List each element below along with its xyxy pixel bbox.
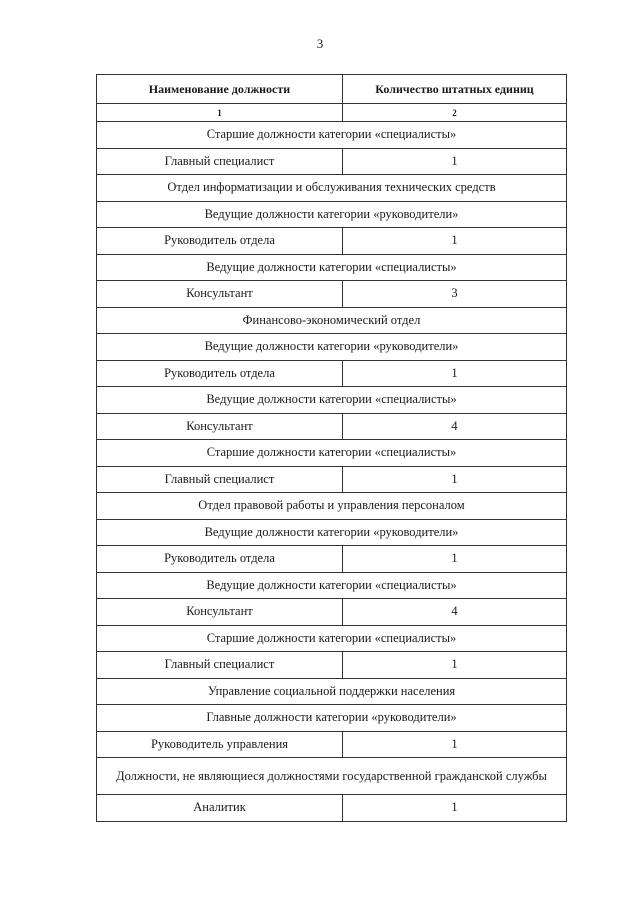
position-row bbox=[97, 731, 567, 758]
position-row bbox=[97, 652, 567, 679]
position-name: Аналитик bbox=[97, 795, 343, 822]
position-row bbox=[97, 148, 567, 175]
table-header-row bbox=[97, 75, 567, 104]
position-name: Консультант bbox=[97, 281, 343, 308]
position-row bbox=[97, 413, 567, 440]
staff-count: 1 bbox=[343, 795, 567, 822]
position-row bbox=[97, 546, 567, 573]
position-name: Главный специалист bbox=[97, 148, 343, 175]
staff-count: 1 bbox=[343, 360, 567, 387]
section-row bbox=[97, 387, 567, 414]
section-row bbox=[97, 334, 567, 361]
section-row bbox=[97, 175, 567, 202]
position-name: Главный специалист bbox=[97, 466, 343, 493]
position-name: Руководитель отдела bbox=[97, 546, 343, 573]
section-row bbox=[97, 678, 567, 705]
staff-count: 1 bbox=[343, 652, 567, 679]
header-position-name: Наименование должности bbox=[97, 75, 343, 104]
page-number: 3 bbox=[316, 36, 324, 51]
section-row bbox=[97, 519, 567, 546]
section-row bbox=[97, 493, 567, 520]
section-title: Отдел правовой работы и управления персоналом bbox=[97, 493, 567, 520]
position-name: Консультант bbox=[97, 413, 343, 440]
section-title: Старшие должности категории «специалисты» bbox=[97, 122, 567, 149]
section-title: Ведущие должности категории «специалисты» bbox=[97, 387, 567, 414]
section-row bbox=[97, 440, 567, 467]
staff-count: 3 bbox=[343, 281, 567, 308]
section-title: Старшие должности категории «специалисты» bbox=[97, 440, 567, 467]
column-number-2: 2 bbox=[343, 104, 567, 122]
section-row bbox=[97, 758, 567, 795]
staff-count: 4 bbox=[343, 413, 567, 440]
section-row bbox=[97, 122, 567, 149]
section-title: Ведущие должности категории «руководители» bbox=[97, 201, 567, 228]
position-name: Консультант bbox=[97, 599, 343, 626]
position-row bbox=[97, 228, 567, 255]
column-number-1: 1 bbox=[97, 104, 343, 122]
section-title: Управление социальной поддержки населения bbox=[97, 678, 567, 705]
position-row bbox=[97, 599, 567, 626]
staff-table bbox=[96, 74, 567, 822]
staff-count: 4 bbox=[343, 599, 567, 626]
header-staff-count: Количество штатных единиц bbox=[343, 75, 567, 104]
section-title: Ведущие должности категории «специалисты» bbox=[97, 572, 567, 599]
section-row bbox=[97, 625, 567, 652]
position-name: Руководитель отдела bbox=[97, 228, 343, 255]
section-row bbox=[97, 254, 567, 281]
section-title: Старшие должности категории «специалисты» bbox=[97, 625, 567, 652]
staff-count: 1 bbox=[343, 228, 567, 255]
section-title: Ведущие должности категории «руководители» bbox=[97, 334, 567, 361]
section-title: Отдел информатизации и обслуживания технических средств bbox=[97, 175, 567, 202]
position-name: Руководитель управления bbox=[97, 731, 343, 758]
section-title: Ведущие должности категории «специалисты» bbox=[97, 254, 567, 281]
section-row bbox=[97, 307, 567, 334]
position-row bbox=[97, 281, 567, 308]
staff-count: 1 bbox=[343, 546, 567, 573]
position-row bbox=[97, 360, 567, 387]
position-row bbox=[97, 795, 567, 822]
staff-count: 1 bbox=[343, 148, 567, 175]
staff-table-body bbox=[97, 75, 567, 822]
section-title: Финансово-экономический отдел bbox=[97, 307, 567, 334]
section-row bbox=[97, 572, 567, 599]
column-number-row bbox=[97, 104, 567, 122]
position-name: Главный специалист bbox=[97, 652, 343, 679]
section-title: Главные должности категории «руководители» bbox=[97, 705, 567, 732]
staff-count: 1 bbox=[343, 731, 567, 758]
position-row bbox=[97, 466, 567, 493]
section-title: Ведущие должности категории «руководители» bbox=[97, 519, 567, 546]
staff-count: 1 bbox=[343, 466, 567, 493]
section-row bbox=[97, 201, 567, 228]
section-title: Должности, не являющиеся должностями государственной гражданской службы bbox=[97, 758, 567, 795]
section-row bbox=[97, 705, 567, 732]
position-name: Руководитель отдела bbox=[97, 360, 343, 387]
